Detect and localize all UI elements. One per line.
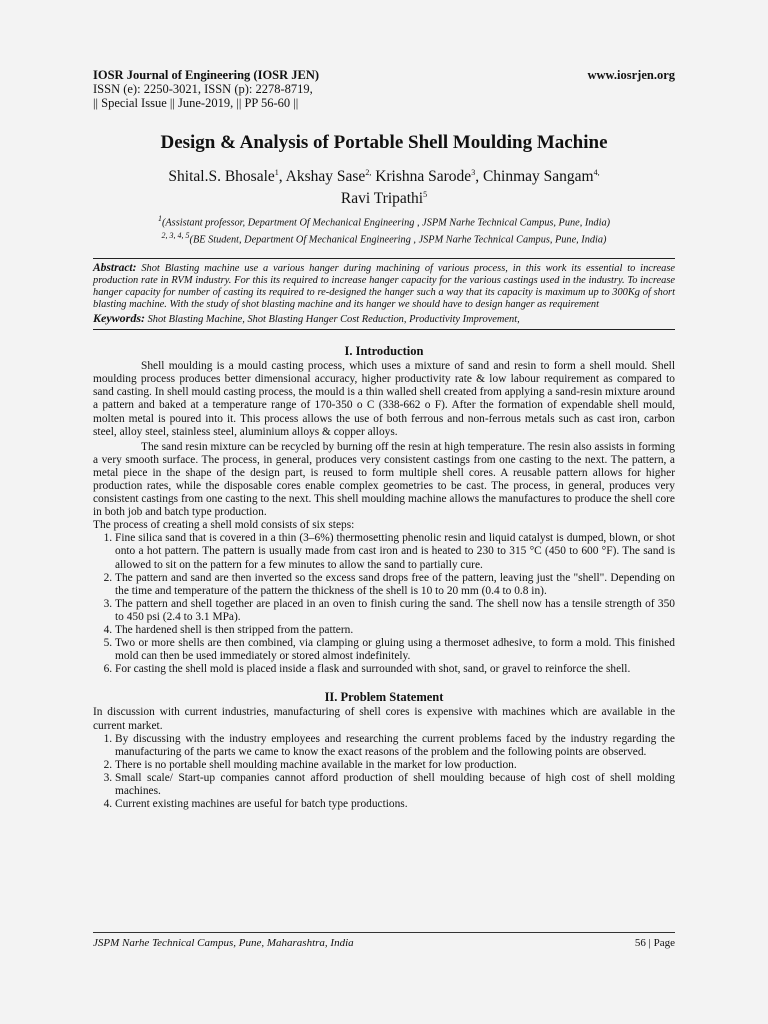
section-heading-introduction: I. Introduction (344, 344, 424, 359)
author-list (93, 164, 675, 208)
affiliation-superscript: 1 (157, 214, 162, 224)
page-footer (93, 932, 675, 950)
author-superscript: 2, (365, 168, 372, 177)
issue-line: || Special Issue || June-2019, || PP 56-60 || (93, 96, 299, 110)
list-item: 2. There is no portable shell moulding machine available in the market for low production. (115, 759, 675, 772)
affiliations (93, 213, 675, 246)
intro-paragraph: The sand resin mixture can be recycled by burning off the resin at high temperature. The resin also assists in forming a very smooth surface. The process, in general, produces very consistent castings from one casting to the next. The pattern, a metal piece in the shape of the design part, is reused to form multiple shell cores. A reusable pattern allows for higher production rates, while the disposable cores enable complex geometries to be cast. The process, in general, produces very consistent castings from one casting to the next. This shell moulding machine allows the manufactures to produce the shell core in both job and batch type production. (93, 440, 675, 519)
author-superscript: 3 (471, 168, 476, 177)
page-number: 56 | Page (634, 937, 675, 949)
list-item: 1. Fine silica sand that is covered in a thin (3–6%) thermosetting phenolic resin and liquid catalyst is dumped, blown, or shot onto a hot pattern. The pattern is usually made from cast iron and is heated to 230 to 315 °C (450 to 600 °F). The sand is allowed to sit on the pattern for a few minutes to allow the sand to partially cure. (115, 532, 675, 571)
author-name: , Chinmay Sangam (475, 168, 594, 186)
keywords (93, 312, 675, 326)
journal-name: IOSR Journal of Engineering (IOSR JEN) (93, 68, 320, 82)
affiliation-superscript: 2, 3, 4, 5 (161, 230, 190, 240)
author-name: , Akshay Sase (278, 168, 366, 186)
abstract-label: Abstract: (93, 262, 137, 275)
keywords-text: Shot Blasting Machine, Shot Blasting Hanger Cost Reduction, Productivity Improvement, (145, 314, 520, 326)
steps-intro: The process of creating a shell mold consists of six steps: (93, 519, 355, 532)
problem-points-list (93, 733, 675, 812)
list-item: 3. Small scale/ Start-up companies cannot afford production of shell moulding because of high cost of shell molding machines. (115, 772, 675, 798)
paper-title: Design & Analysis of Portable Shell Moulding Machine (160, 132, 608, 153)
list-item: 3. The pattern and shell together are placed in an oven to finish curing the sand. The shell now has a tensile strength of 350 to 450 psi (2.4 to 3.1 MPa). (115, 598, 675, 624)
abstract-text: Shot Blasting machine use a various hanger during machining of various process, in this work its essential to increase production rate in RVM industry. For this its required to increase hanger capacity for the various castings used in the industry. To increase hanger capacity for number of casting its required to re-designed the hanger such a way that its capacity is maximum up to 300Kg of short blasting machine. With the study of shot blasting machine and its hanger we should have to design hanger as requirement (93, 263, 675, 311)
process-steps-list (93, 532, 675, 676)
keywords-label: Keywords: (93, 311, 145, 326)
affiliation-2 (93, 230, 675, 246)
page-content (93, 68, 675, 811)
author-superscript: 1 (274, 168, 279, 177)
affiliation-text: (Assistant professor, Department Of Mechanical Engineering , JSPM Narhe Technical Campus, Pune, India) (161, 217, 611, 229)
issn-line: ISSN (e): 2250-3021, ISSN (p): 2278-8719, (93, 82, 313, 96)
author-name: Ravi Tripathi (340, 190, 424, 208)
author-superscript: 4, (593, 168, 600, 177)
journal-url[interactable]: www.iosrjen.org (587, 68, 675, 82)
problem-paragraph: In discussion with current industries, manufacturing of shell cores is expensive with machines which are available in the current market. (93, 706, 675, 732)
section-heading-problem-statement: II. Problem Statement (324, 690, 444, 705)
footer-institution: JSPM Narhe Technical Campus, Pune, Maharashtra, India (93, 937, 354, 949)
author-name: Krishna Sarode (371, 168, 472, 186)
abstract (93, 262, 675, 311)
affiliation-text: (BE Student, Department Of Mechanical Engineering , JSPM Narhe Technical Campus, Pune, India) (189, 234, 607, 246)
journal-header (93, 68, 675, 110)
list-item: 5. Two or more shells are then combined, via clamping or gluing using a thermoset adhesive, to form a mold. This finished mold can then be used immediately or stored almost indefinitely. (115, 637, 675, 663)
author-name: Shital.S. Bhosale (168, 168, 275, 186)
author-superscript: 5 (423, 190, 428, 200)
intro-paragraph: Shell moulding is a mould casting process, which uses a mixture of sand and resin to form a shell mould. Shell moulding process produces better dimensional accuracy, higher productivity rate & low labour requirement as compared to sand casting. In shell mould casting process, the mould is a thin walled shell created from applying a sand-resin mixture around a pattern and baked at a temperature range of 170-350 o C (338-662 o F). After the formation of expendable shell mould, molten metal is poured into it. This process allows the use of both ferrous and non-ferrous metals such as cast iron, carbon steel, alloy steel, stainless steel, aluminium alloys & copper alloys. (93, 360, 675, 438)
list-item: 1. By discussing with the industry employees and researching the current problems faced by the industry regarding the manufacturing of the parts we came to know the exact reasons of the problem and the following points are observed. (115, 733, 675, 759)
list-item: 2. The pattern and sand are then inverted so the excess sand drops free of the pattern, leaving just the "shell". Depending on the time and temperature of the pattern the thickness of the shell is 10 to 20 mm (0.4 to 0.8 in). (115, 572, 675, 598)
affiliation-1 (93, 213, 675, 229)
list-item: 4. The hardened shell is then stripped from the pattern. (115, 624, 675, 637)
list-item: 4. Current existing machines are useful for batch type productions. (115, 798, 675, 811)
list-item: 6. For casting the shell mold is placed inside a flask and surrounded with shot, sand, or gravel to reinforce the shell. (115, 663, 675, 676)
abstract-box (93, 258, 675, 330)
